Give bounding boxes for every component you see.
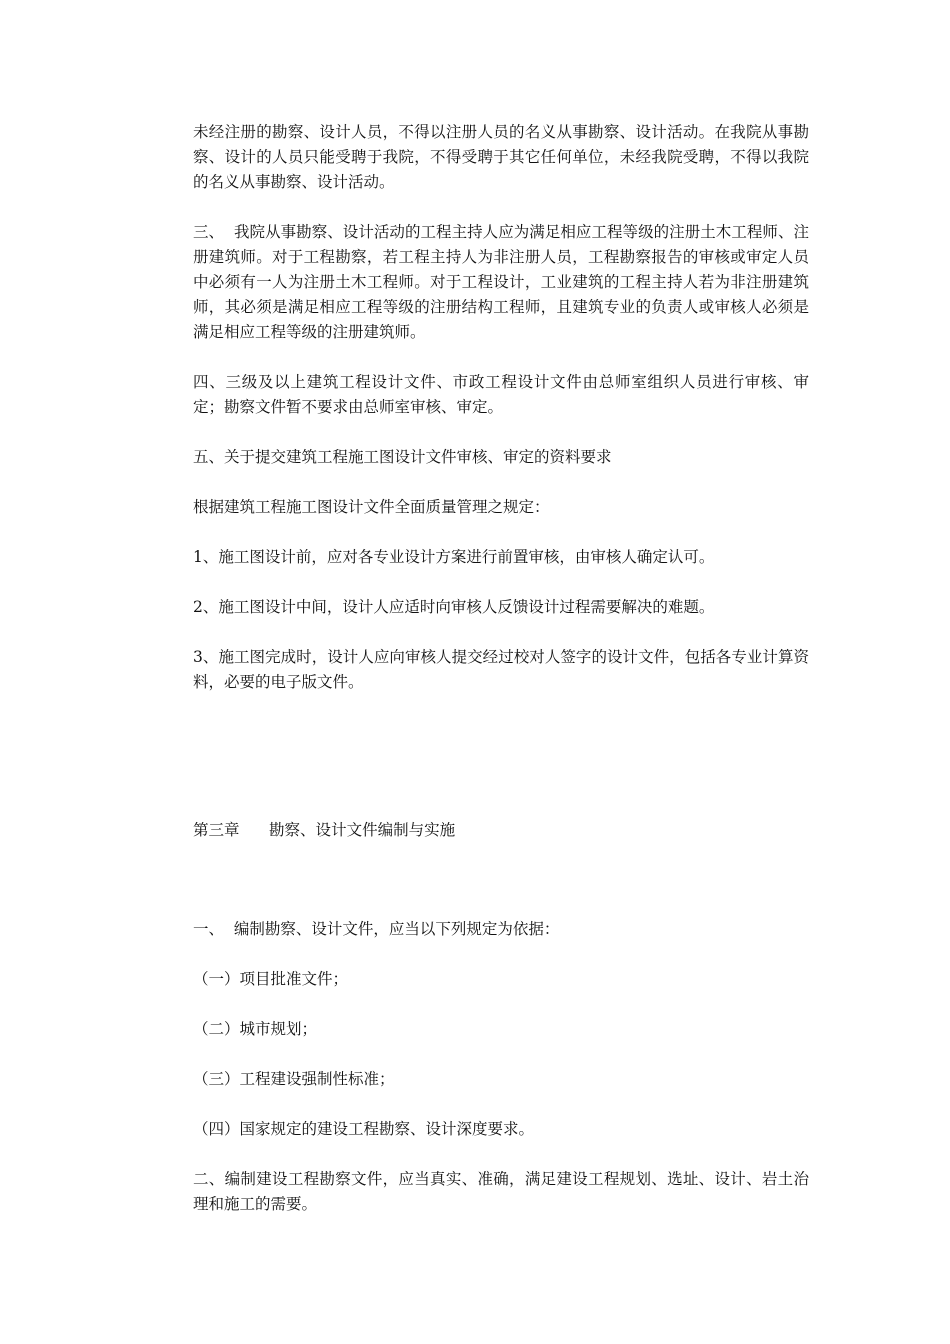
paragraph-section-2: 二、编制建设工程勘察文件，应当真实、准确，满足建设工程规划、选址、设计、岩土治理和施工的需要。 bbox=[193, 1170, 809, 1213]
sub-item-1: （一）项目批准文件； bbox=[193, 970, 349, 988]
sub-item-2: （二）城市规划； bbox=[193, 1020, 318, 1038]
paragraph-item-5: 五、关于提交建筑工程施工图设计文件审核、审定的资料要求 bbox=[193, 448, 612, 466]
sub-item-3: （三）工程建设强制性标准； bbox=[193, 1070, 395, 1088]
list-item-3: 3、施工图完成时，设计人应向审核人提交经过校对人签字的设计文件，包括各专业计算资料，必要的电子版文件。 bbox=[193, 648, 809, 691]
paragraph-item-4: 四、三级及以上建筑工程设计文件、市政工程设计文件由总师室组织人员进行审核、审定；勘察文件暂不要求由总师室审核、审定。 bbox=[193, 373, 809, 416]
list-item-1: 1、施工图设计前，应对各专业设计方案进行前置审核，由审核人确定认可。 bbox=[193, 548, 715, 566]
chapter-heading: 第三章 勘察、设计文件编制与实施 bbox=[193, 821, 456, 839]
paragraph-regulation-intro: 根据建筑工程施工图设计文件全面质量管理之规定： bbox=[193, 498, 550, 516]
list-item-2: 2、施工图设计中间，设计人应适时向审核人反馈设计过程需要解决的难题。 bbox=[193, 598, 715, 616]
document-page bbox=[193, 120, 809, 1217]
paragraph-section-1: 一、 编制勘察、设计文件，应当以下列规定为依据： bbox=[193, 920, 560, 938]
paragraph-item-3: 三、 我院从事勘察、设计活动的工程主持人应为满足相应工程等级的注册土木工程师、注册建筑师。对于工程勘察，若工程主持人为非注册人员，工程勘察报告的审核或审定人员中必须有一人为注册土木工程师。对于工程设计，工业建筑的工程主持人若为非注册建筑师，其必须是满足相应工程等级的注册结构工程师，且建筑专业的负责人或审核人必须是满足相应工程等级的注册建筑师。 bbox=[193, 223, 809, 341]
paragraph-registration: 未经注册的勘察、设计人员，不得以注册人员的名义从事勘察、设计活动。在我院从事勘察、设计的人员只能受聘于我院，不得受聘于其它任何单位，未经我院受聘，不得以我院的名义从事勘察、设计活动。 bbox=[193, 123, 809, 191]
sub-item-4: （四）国家规定的建设工程勘察、设计深度要求。 bbox=[193, 1120, 535, 1138]
